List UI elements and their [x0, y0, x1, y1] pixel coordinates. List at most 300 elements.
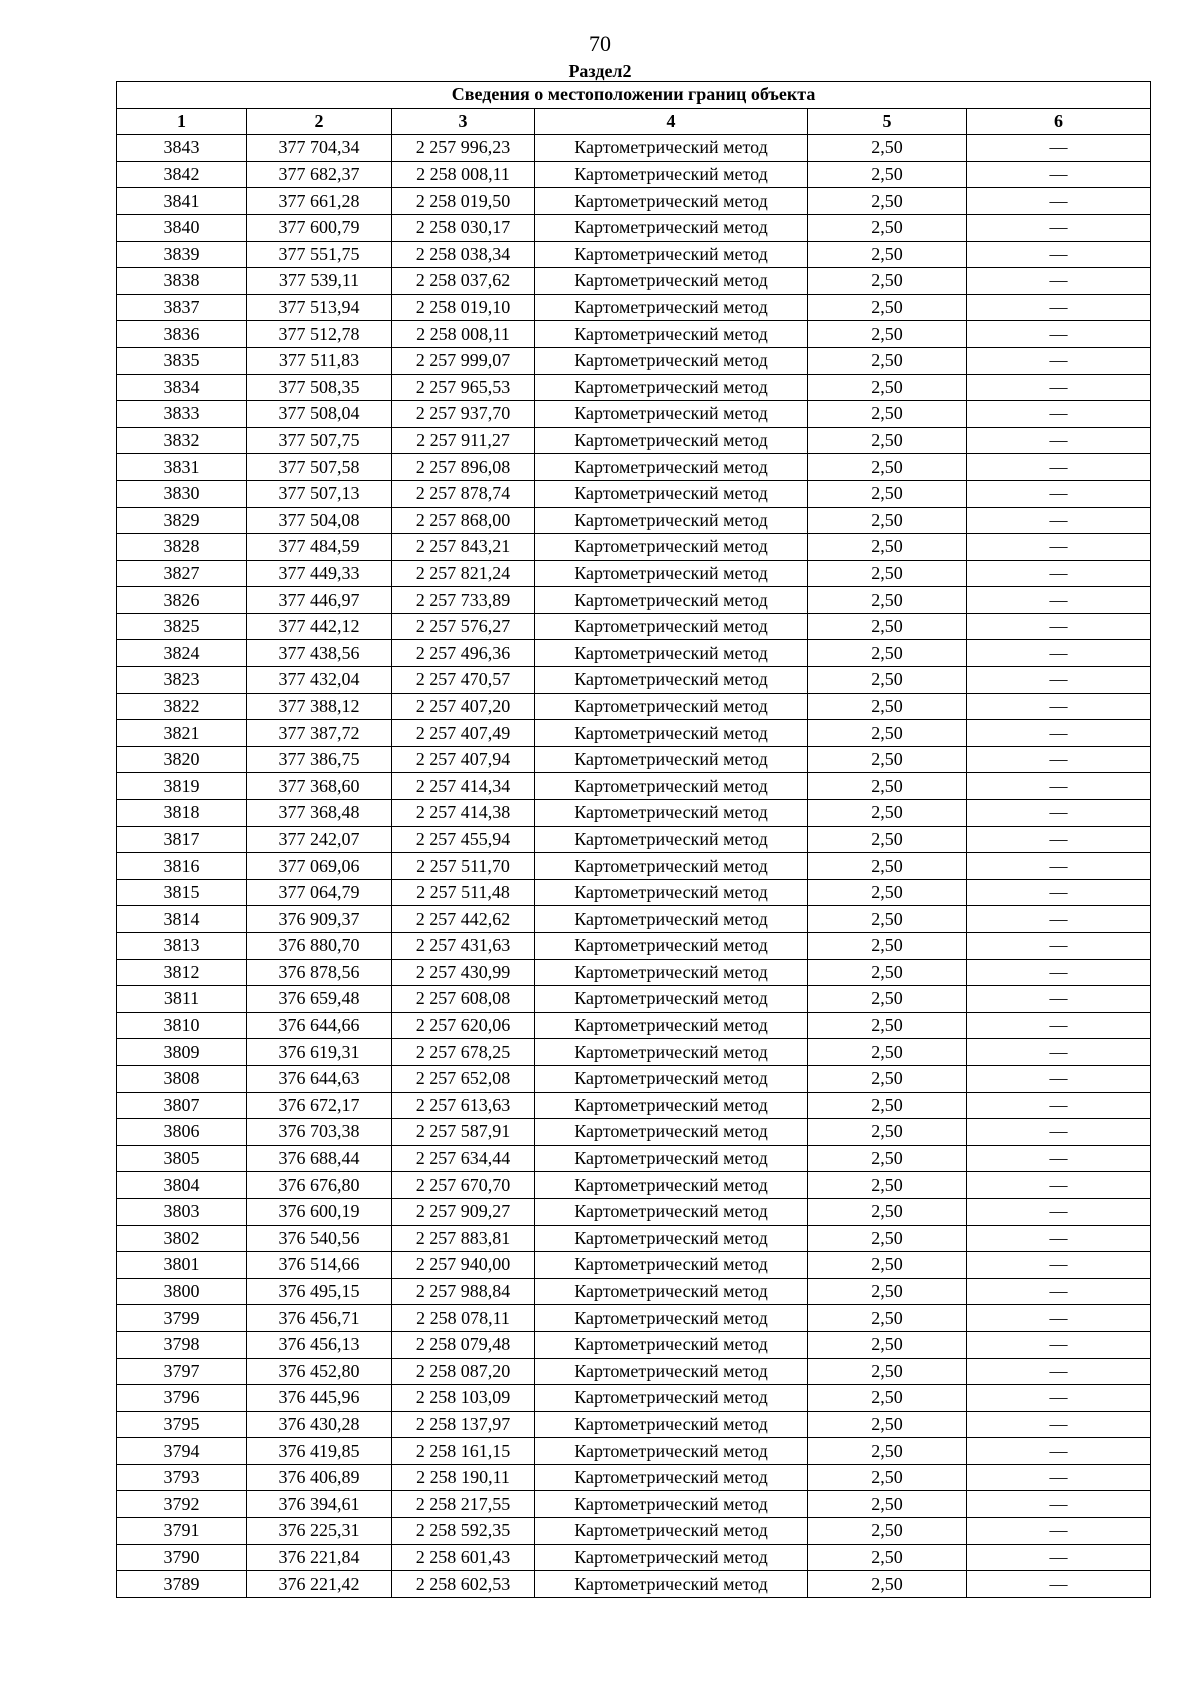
- point-number-cell: 3792: [117, 1491, 247, 1518]
- note-cell: —: [967, 374, 1151, 401]
- note-cell: —: [967, 427, 1151, 454]
- accuracy-cell: 2,50: [808, 773, 967, 800]
- y-coordinate-cell: 2 258 601,43: [392, 1544, 535, 1571]
- point-number-cell: 3812: [117, 959, 247, 986]
- point-number-cell: 3826: [117, 587, 247, 614]
- table-row: [117, 826, 1151, 853]
- accuracy-cell: 2,50: [808, 427, 967, 454]
- table-row: [117, 294, 1151, 321]
- table-row: [117, 959, 1151, 986]
- point-number-cell: 3822: [117, 693, 247, 720]
- point-number-cell: 3795: [117, 1411, 247, 1438]
- y-coordinate-cell: 2 257 821,24: [392, 560, 535, 587]
- note-cell: —: [967, 800, 1151, 827]
- table-row: [117, 1039, 1151, 1066]
- table-row: [117, 214, 1151, 241]
- note-cell: —: [967, 1065, 1151, 1092]
- note-cell: —: [967, 1544, 1151, 1571]
- table-row: [117, 1438, 1151, 1465]
- method-cell: Картометрический метод: [535, 1518, 808, 1545]
- accuracy-cell: 2,50: [808, 241, 967, 268]
- y-coordinate-cell: 2 257 511,70: [392, 853, 535, 880]
- x-coordinate-cell: 377 682,37: [247, 161, 392, 188]
- y-coordinate-cell: 2 258 030,17: [392, 214, 535, 241]
- table-row: [117, 1092, 1151, 1119]
- y-coordinate-cell: 2 257 670,70: [392, 1172, 535, 1199]
- note-cell: —: [967, 1039, 1151, 1066]
- y-coordinate-cell: 2 257 407,20: [392, 693, 535, 720]
- x-coordinate-cell: 376 394,61: [247, 1491, 392, 1518]
- accuracy-cell: 2,50: [808, 1518, 967, 1545]
- method-cell: Картометрический метод: [535, 720, 808, 747]
- y-coordinate-cell: 2 257 576,27: [392, 613, 535, 640]
- method-cell: Картометрический метод: [535, 1278, 808, 1305]
- accuracy-cell: 2,50: [808, 693, 967, 720]
- note-cell: —: [967, 294, 1151, 321]
- accuracy-cell: 2,50: [808, 1172, 967, 1199]
- accuracy-cell: 2,50: [808, 906, 967, 933]
- x-coordinate-cell: 376 703,38: [247, 1119, 392, 1146]
- note-cell: —: [967, 347, 1151, 374]
- accuracy-cell: 2,50: [808, 507, 967, 534]
- column-header: 4: [535, 108, 808, 135]
- accuracy-cell: 2,50: [808, 1358, 967, 1385]
- table-row: [117, 853, 1151, 880]
- point-number-cell: 3797: [117, 1358, 247, 1385]
- note-cell: —: [967, 188, 1151, 215]
- y-coordinate-cell: 2 258 078,11: [392, 1305, 535, 1332]
- y-coordinate-cell: 2 257 940,00: [392, 1252, 535, 1279]
- x-coordinate-cell: 377 446,97: [247, 587, 392, 614]
- method-cell: Картометрический метод: [535, 1438, 808, 1465]
- table-row: [117, 427, 1151, 454]
- note-cell: —: [967, 454, 1151, 481]
- table-row: [117, 1544, 1151, 1571]
- point-number-cell: 3791: [117, 1518, 247, 1545]
- accuracy-cell: 2,50: [808, 1385, 967, 1412]
- note-cell: —: [967, 161, 1151, 188]
- point-number-cell: 3831: [117, 454, 247, 481]
- x-coordinate-cell: 376 430,28: [247, 1411, 392, 1438]
- section-title: Раздел2: [568, 61, 632, 81]
- accuracy-cell: 2,50: [808, 321, 967, 348]
- point-number-cell: 3811: [117, 986, 247, 1013]
- method-cell: Картометрический метод: [535, 1092, 808, 1119]
- x-coordinate-cell: 377 069,06: [247, 853, 392, 880]
- method-cell: Картометрический метод: [535, 986, 808, 1013]
- table-row: [117, 613, 1151, 640]
- x-coordinate-cell: 377 508,35: [247, 374, 392, 401]
- note-cell: —: [967, 241, 1151, 268]
- accuracy-cell: 2,50: [808, 1305, 967, 1332]
- x-coordinate-cell: 377 511,83: [247, 347, 392, 374]
- y-coordinate-cell: 2 258 079,48: [392, 1331, 535, 1358]
- point-number-cell: 3803: [117, 1198, 247, 1225]
- point-number-cell: 3817: [117, 826, 247, 853]
- y-coordinate-cell: 2 257 678,25: [392, 1039, 535, 1066]
- note-cell: —: [967, 1119, 1151, 1146]
- accuracy-cell: 2,50: [808, 826, 967, 853]
- point-number-cell: 3834: [117, 374, 247, 401]
- table-row: [117, 560, 1151, 587]
- x-coordinate-cell: 376 406,89: [247, 1464, 392, 1491]
- y-coordinate-cell: 2 258 103,09: [392, 1385, 535, 1412]
- y-coordinate-cell: 2 257 868,00: [392, 507, 535, 534]
- point-number-cell: 3790: [117, 1544, 247, 1571]
- x-coordinate-cell: 377 432,04: [247, 667, 392, 694]
- y-coordinate-cell: 2 258 161,15: [392, 1438, 535, 1465]
- y-coordinate-cell: 2 257 511,48: [392, 879, 535, 906]
- accuracy-cell: 2,50: [808, 746, 967, 773]
- method-cell: Картометрический метод: [535, 667, 808, 694]
- x-coordinate-cell: 377 504,08: [247, 507, 392, 534]
- note-cell: —: [967, 986, 1151, 1013]
- x-coordinate-cell: 376 221,84: [247, 1544, 392, 1571]
- table-row: [117, 1252, 1151, 1279]
- x-coordinate-cell: 377 442,12: [247, 613, 392, 640]
- point-number-cell: 3809: [117, 1039, 247, 1066]
- point-number-cell: 3806: [117, 1119, 247, 1146]
- x-coordinate-cell: 376 445,96: [247, 1385, 392, 1412]
- y-coordinate-cell: 2 257 988,84: [392, 1278, 535, 1305]
- y-coordinate-cell: 2 257 883,81: [392, 1225, 535, 1252]
- accuracy-cell: 2,50: [808, 1252, 967, 1279]
- y-coordinate-cell: 2 257 414,34: [392, 773, 535, 800]
- point-number-cell: 3835: [117, 347, 247, 374]
- note-cell: —: [967, 1464, 1151, 1491]
- column-header: 6: [967, 108, 1151, 135]
- note-cell: —: [967, 1358, 1151, 1385]
- note-cell: —: [967, 480, 1151, 507]
- x-coordinate-cell: 377 507,75: [247, 427, 392, 454]
- x-coordinate-cell: 377 551,75: [247, 241, 392, 268]
- y-coordinate-cell: 2 257 407,49: [392, 720, 535, 747]
- point-number-cell: 3824: [117, 640, 247, 667]
- method-cell: Картометрический метод: [535, 693, 808, 720]
- point-number-cell: 3828: [117, 534, 247, 561]
- note-cell: —: [967, 1305, 1151, 1332]
- method-cell: Картометрический метод: [535, 1331, 808, 1358]
- x-coordinate-cell: 376 419,85: [247, 1438, 392, 1465]
- point-number-cell: 3841: [117, 188, 247, 215]
- point-number-cell: 3813: [117, 933, 247, 960]
- method-cell: Картометрический метод: [535, 1012, 808, 1039]
- method-cell: Картометрический метод: [535, 294, 808, 321]
- point-number-cell: 3815: [117, 879, 247, 906]
- point-number-cell: 3810: [117, 1012, 247, 1039]
- y-coordinate-cell: 2 258 592,35: [392, 1518, 535, 1545]
- y-coordinate-cell: 2 258 038,34: [392, 241, 535, 268]
- point-number-cell: 3832: [117, 427, 247, 454]
- method-cell: Картометрический метод: [535, 560, 808, 587]
- point-number-cell: 3820: [117, 746, 247, 773]
- x-coordinate-cell: 376 514,66: [247, 1252, 392, 1279]
- accuracy-cell: 2,50: [808, 1491, 967, 1518]
- note-cell: —: [967, 1278, 1151, 1305]
- accuracy-cell: 2,50: [808, 1012, 967, 1039]
- point-number-cell: 3814: [117, 906, 247, 933]
- table-row: [117, 1305, 1151, 1332]
- method-cell: Картометрический метод: [535, 959, 808, 986]
- table-row: [117, 161, 1151, 188]
- y-coordinate-cell: 2 257 911,27: [392, 427, 535, 454]
- note-cell: —: [967, 613, 1151, 640]
- point-number-cell: 3843: [117, 135, 247, 162]
- table-row: [117, 1385, 1151, 1412]
- y-coordinate-cell: 2 258 019,10: [392, 294, 535, 321]
- x-coordinate-cell: 377 484,59: [247, 534, 392, 561]
- x-coordinate-cell: 377 600,79: [247, 214, 392, 241]
- method-cell: Картометрический метод: [535, 374, 808, 401]
- x-coordinate-cell: 377 368,60: [247, 773, 392, 800]
- method-cell: Картометрический метод: [535, 1491, 808, 1518]
- point-number-cell: 3818: [117, 800, 247, 827]
- accuracy-cell: 2,50: [808, 294, 967, 321]
- table-row: [117, 268, 1151, 295]
- y-coordinate-cell: 2 258 008,11: [392, 321, 535, 348]
- note-cell: —: [967, 214, 1151, 241]
- note-cell: —: [967, 1385, 1151, 1412]
- accuracy-cell: 2,50: [808, 587, 967, 614]
- y-coordinate-cell: 2 257 407,94: [392, 746, 535, 773]
- table-row: [117, 773, 1151, 800]
- note-cell: —: [967, 933, 1151, 960]
- x-coordinate-cell: 377 368,48: [247, 800, 392, 827]
- table-row: [117, 321, 1151, 348]
- point-number-cell: 3805: [117, 1145, 247, 1172]
- y-coordinate-cell: 2 257 996,23: [392, 135, 535, 162]
- point-number-cell: 3804: [117, 1172, 247, 1199]
- x-coordinate-cell: 376 452,80: [247, 1358, 392, 1385]
- point-number-cell: 3799: [117, 1305, 247, 1332]
- accuracy-cell: 2,50: [808, 1571, 967, 1598]
- table-row: [117, 401, 1151, 428]
- x-coordinate-cell: 377 386,75: [247, 746, 392, 773]
- table-caption: Сведения о местоположении границ объекта: [117, 82, 1151, 109]
- page-number: 70: [589, 31, 611, 56]
- method-cell: Картометрический метод: [535, 1145, 808, 1172]
- table-row: [117, 534, 1151, 561]
- method-cell: Картометрический метод: [535, 1385, 808, 1412]
- y-coordinate-cell: 2 258 137,97: [392, 1411, 535, 1438]
- method-cell: Картометрический метод: [535, 800, 808, 827]
- point-number-cell: 3807: [117, 1092, 247, 1119]
- point-number-cell: 3800: [117, 1278, 247, 1305]
- note-cell: —: [967, 1571, 1151, 1598]
- x-coordinate-cell: 377 513,94: [247, 294, 392, 321]
- point-number-cell: 3840: [117, 214, 247, 241]
- accuracy-cell: 2,50: [808, 1225, 967, 1252]
- method-cell: Картометрический метод: [535, 879, 808, 906]
- method-cell: Картометрический метод: [535, 826, 808, 853]
- note-cell: —: [967, 1331, 1151, 1358]
- note-cell: —: [967, 667, 1151, 694]
- x-coordinate-cell: 376 878,56: [247, 959, 392, 986]
- method-cell: Картометрический метод: [535, 933, 808, 960]
- point-number-cell: 3836: [117, 321, 247, 348]
- note-cell: —: [967, 879, 1151, 906]
- y-coordinate-cell: 2 257 587,91: [392, 1119, 535, 1146]
- point-number-cell: 3796: [117, 1385, 247, 1412]
- accuracy-cell: 2,50: [808, 480, 967, 507]
- note-cell: —: [967, 321, 1151, 348]
- point-number-cell: 3842: [117, 161, 247, 188]
- note-cell: —: [967, 773, 1151, 800]
- note-cell: —: [967, 1252, 1151, 1279]
- accuracy-cell: 2,50: [808, 720, 967, 747]
- note-cell: —: [967, 1225, 1151, 1252]
- point-number-cell: 3798: [117, 1331, 247, 1358]
- point-number-cell: 3839: [117, 241, 247, 268]
- method-cell: Картометрический метод: [535, 1571, 808, 1598]
- y-coordinate-cell: 2 257 965,53: [392, 374, 535, 401]
- accuracy-cell: 2,50: [808, 1331, 967, 1358]
- y-coordinate-cell: 2 257 613,63: [392, 1092, 535, 1119]
- point-number-cell: 3837: [117, 294, 247, 321]
- point-number-cell: 3802: [117, 1225, 247, 1252]
- y-coordinate-cell: 2 257 733,89: [392, 587, 535, 614]
- x-coordinate-cell: 376 688,44: [247, 1145, 392, 1172]
- y-coordinate-cell: 2 257 414,38: [392, 800, 535, 827]
- accuracy-cell: 2,50: [808, 959, 967, 986]
- table-row: [117, 640, 1151, 667]
- y-coordinate-cell: 2 258 217,55: [392, 1491, 535, 1518]
- x-coordinate-cell: 377 438,56: [247, 640, 392, 667]
- accuracy-cell: 2,50: [808, 1411, 967, 1438]
- table-caption-row: [117, 82, 1151, 109]
- x-coordinate-cell: 376 880,70: [247, 933, 392, 960]
- accuracy-cell: 2,50: [808, 1039, 967, 1066]
- method-cell: Картометрический метод: [535, 347, 808, 374]
- method-cell: Картометрический метод: [535, 1252, 808, 1279]
- method-cell: Картометрический метод: [535, 321, 808, 348]
- coordinates-table: [116, 81, 1151, 1598]
- accuracy-cell: 2,50: [808, 214, 967, 241]
- x-coordinate-cell: 377 387,72: [247, 720, 392, 747]
- note-cell: —: [967, 534, 1151, 561]
- y-coordinate-cell: 2 257 652,08: [392, 1065, 535, 1092]
- accuracy-cell: 2,50: [808, 933, 967, 960]
- method-cell: Картометрический метод: [535, 214, 808, 241]
- note-cell: —: [967, 560, 1151, 587]
- table-row: [117, 347, 1151, 374]
- accuracy-cell: 2,50: [808, 374, 967, 401]
- accuracy-cell: 2,50: [808, 560, 967, 587]
- accuracy-cell: 2,50: [808, 613, 967, 640]
- accuracy-cell: 2,50: [808, 1278, 967, 1305]
- table-row: [117, 587, 1151, 614]
- x-coordinate-cell: 377 539,11: [247, 268, 392, 295]
- y-coordinate-cell: 2 257 442,62: [392, 906, 535, 933]
- accuracy-cell: 2,50: [808, 454, 967, 481]
- accuracy-cell: 2,50: [808, 401, 967, 428]
- note-cell: —: [967, 746, 1151, 773]
- table-row: [117, 1225, 1151, 1252]
- table-row: [117, 1119, 1151, 1146]
- point-number-cell: 3838: [117, 268, 247, 295]
- point-number-cell: 3794: [117, 1438, 247, 1465]
- x-coordinate-cell: 376 644,63: [247, 1065, 392, 1092]
- table-row: [117, 1571, 1151, 1598]
- method-cell: Картометрический метод: [535, 853, 808, 880]
- point-number-cell: 3825: [117, 613, 247, 640]
- method-cell: Картометрический метод: [535, 188, 808, 215]
- y-coordinate-cell: 2 257 878,74: [392, 480, 535, 507]
- point-number-cell: 3830: [117, 480, 247, 507]
- method-cell: Картометрический метод: [535, 427, 808, 454]
- method-cell: Картометрический метод: [535, 746, 808, 773]
- x-coordinate-cell: 376 225,31: [247, 1518, 392, 1545]
- x-coordinate-cell: 377 704,34: [247, 135, 392, 162]
- table-row: [117, 800, 1151, 827]
- method-cell: Картометрический метод: [535, 1358, 808, 1385]
- point-number-cell: 3816: [117, 853, 247, 880]
- y-coordinate-cell: 2 258 602,53: [392, 1571, 535, 1598]
- note-cell: —: [967, 1518, 1151, 1545]
- x-coordinate-cell: 376 456,71: [247, 1305, 392, 1332]
- accuracy-cell: 2,50: [808, 1464, 967, 1491]
- accuracy-cell: 2,50: [808, 1438, 967, 1465]
- accuracy-cell: 2,50: [808, 188, 967, 215]
- point-number-cell: 3808: [117, 1065, 247, 1092]
- y-coordinate-cell: 2 257 608,08: [392, 986, 535, 1013]
- y-coordinate-cell: 2 257 430,99: [392, 959, 535, 986]
- note-cell: —: [967, 1198, 1151, 1225]
- x-coordinate-cell: 377 242,07: [247, 826, 392, 853]
- note-cell: —: [967, 1438, 1151, 1465]
- method-cell: Картометрический метод: [535, 906, 808, 933]
- x-coordinate-cell: 376 540,56: [247, 1225, 392, 1252]
- note-cell: —: [967, 1012, 1151, 1039]
- x-coordinate-cell: 376 456,13: [247, 1331, 392, 1358]
- table-row: [117, 1491, 1151, 1518]
- method-cell: Картометрический метод: [535, 401, 808, 428]
- table-row: [117, 1278, 1151, 1305]
- y-coordinate-cell: 2 257 455,94: [392, 826, 535, 853]
- accuracy-cell: 2,50: [808, 1092, 967, 1119]
- accuracy-cell: 2,50: [808, 1119, 967, 1146]
- table-row: [117, 1012, 1151, 1039]
- point-number-cell: 3827: [117, 560, 247, 587]
- note-cell: —: [967, 693, 1151, 720]
- x-coordinate-cell: 377 449,33: [247, 560, 392, 587]
- table-row: [117, 241, 1151, 268]
- method-cell: Картометрический метод: [535, 534, 808, 561]
- accuracy-cell: 2,50: [808, 347, 967, 374]
- note-cell: —: [967, 268, 1151, 295]
- column-header: 2: [247, 108, 392, 135]
- point-number-cell: 3801: [117, 1252, 247, 1279]
- x-coordinate-cell: 376 909,37: [247, 906, 392, 933]
- method-cell: Картометрический метод: [535, 1305, 808, 1332]
- note-cell: —: [967, 507, 1151, 534]
- table-row: [117, 480, 1151, 507]
- x-coordinate-cell: 376 600,19: [247, 1198, 392, 1225]
- method-cell: Картометрический метод: [535, 1411, 808, 1438]
- x-coordinate-cell: 377 512,78: [247, 321, 392, 348]
- table-row: [117, 1331, 1151, 1358]
- note-cell: —: [967, 853, 1151, 880]
- accuracy-cell: 2,50: [808, 268, 967, 295]
- note-cell: —: [967, 906, 1151, 933]
- column-header: 1: [117, 108, 247, 135]
- point-number-cell: 3829: [117, 507, 247, 534]
- table-row: [117, 1358, 1151, 1385]
- method-cell: Картометрический метод: [535, 507, 808, 534]
- table-row: [117, 1518, 1151, 1545]
- x-coordinate-cell: 376 672,17: [247, 1092, 392, 1119]
- x-coordinate-cell: 377 388,12: [247, 693, 392, 720]
